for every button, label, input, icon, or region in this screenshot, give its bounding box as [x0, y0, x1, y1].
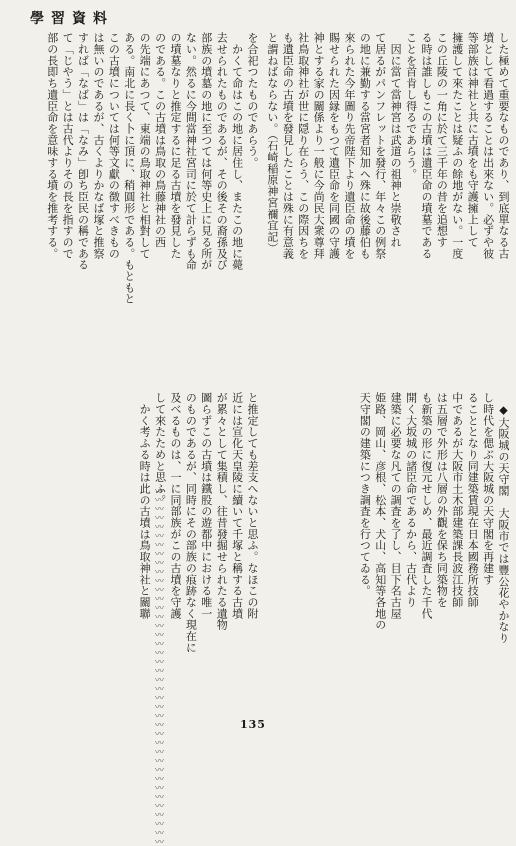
wavy-section-divider: 〰〰〰〰〰〰〰〰〰〰〰〰〰〰〰〰〰〰〰〰〰〰〰〰〰〰〰〰〰〰〰〰〰〰〰〰〰〰〰〰	[153, 486, 163, 846]
column-bottom-right: ◆大阪城の天守閣 大阪市では豐公花やかなり し時代を偲ぶ大阪城の天守閣を再建す ることとなり同建築賃現在日本國務所技師 中であるが大阪市土木部建築課長波江技師 は五層で外形は八層の外觀を保ち同築物を も新築の形に復元せしめ、最近調査した千代 開く大坂城の諸臣命であるから、古代より 建築に必要な凡ての調査を了し、目下名古屋 姫路、岡山、彦根、松本、犬山、高知等各地の 天守閣の建築につき調査を行つてゐる。	[358, 392, 510, 644]
page-number: 135	[240, 718, 266, 731]
column-bottom-left: と推定しても差支へないと思ふ。なほこの附 近には宣化天皇陵に續いて千塚と稱する古墳 が累々として集積し、往昔發掘せられたる遺物 圖らずこの古墳は鐵股の遊都中における唯一 のものであるが、同時にその部族の痕跡なく現在に 及べるものは、一に同部族がこの古墳を守護 して來たためと思ふ。 かく考ふる時は此の古墳は鳥取神社と關聯	[138, 392, 259, 654]
page-header: 學習資料	[30, 11, 114, 27]
column-top-right: した極めて重要なものであり、到底單なる古 墳として看過することは出來ない。必ずや彼 等部族は神社と共に古墳をも守護擁上して 擁護して來たことは疑ふの餘地がない。一度 この丘陵の一角に於て三千年の昔を追想す る時は誰しもこの古墳は遺臣命の墳墓である ことを首肯し得るであらう。 因に當て當神宮は武道の祖神と崇敬され て居るがパンフレットを發行、年々この例祭 の地に兼勤する當宮者知加ヘ殊に故後藤伯も 來られた今年圖り先帝陛下より遺臣命の墳を 賜せられた因縁をもつて遺臣命を同國の守護 神とする家の關係より一般に今尚民大衆尊拜 社鳥取神社が世に隠り在らう、この際因ちを も遺臣命の古墳を發見したことは殊に有意義 と謂ねばならない。（石崎稲原神宮禰宜記）	[265, 32, 510, 259]
column-top-left: を合祀つたものであらう。 かくて命はこの地に居住し、またこの地に薨 去せられたものであるが、その後その裔孫及び 部族の墳墓の地に至つては何等史上に見る所が ない。然るに今間當神社宮司に於て計らずも命 の墳墓なりと推定するに足る古墳を發見した のである。この古墳は鳥取の鳥藤神社の西 の先端にあつて、東端の鳥取神社と相對して ある。南北に長く卜に頂に、稍圓形である。もともと この古墳については何等文獻の徴すべきもの は無いのであるが、古くよりかなば塚と推察 すれば「なば」は「なみ」卽ち臣民の稱である て「じやう」とは古代よりその長を指すので 部の長即ち遺臣命を意味する墳を推考する。	[45, 32, 259, 305]
